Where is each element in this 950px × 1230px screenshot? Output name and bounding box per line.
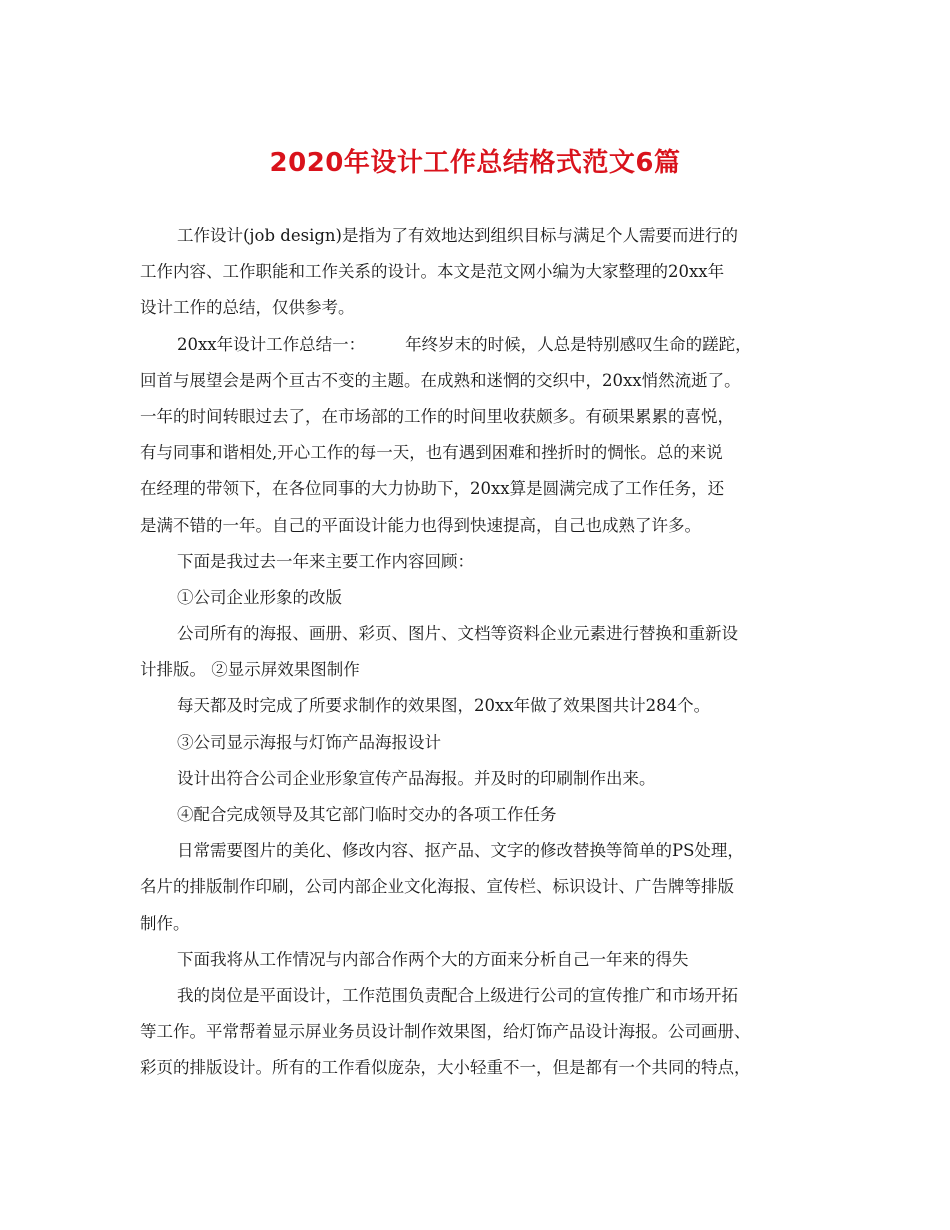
document-body [140,218,818,1087]
paragraph-line: 回首与展望会是两个亘古不变的主题。在成熟和迷惘的交织中，20xx悄然流逝了。 [140,370,741,390]
list-item-heading: ④配合完成领导及其它部门临时交办的各项工作任务 [177,805,557,824]
paragraph-line: 工作内容、工作职能和工作关系的设计。本文是范文网小编为大家整理的20xx年 [140,262,725,282]
paragraph-line: 名片的排版制作印刷，公司内部企业文化海报、宣传栏、标识设计、广告牌等排版 [140,877,734,897]
paragraph-line: 我的岗位是平面设计，工作范围负责配合上级进行公司的宣传推广和市场开拓 [177,985,738,1005]
paragraph-line: 计排版。 ②显示屏效果图制作 [140,660,360,680]
section-heading-line [140,327,818,363]
paragraph-line: 每天都及时完成了所要求制作的效果图，20xx年做了效果图共计284个。 [177,696,711,716]
paragraph-line: 有与同事和谐相处,开心工作的每一天，也有遇到困难和挫折时的惆怅。总的来说 [140,443,723,463]
paragraph-line: 公司所有的海报、画册、彩页、图片、文档等资料企业元素进行替换和重新设 [177,624,738,644]
paragraph-line: 下面我将从工作情况与内部合作两个大的方面来分析自己一年来的得失 [177,949,689,969]
section-heading: 20xx年设计工作总结一： [177,334,366,354]
paragraph-line: 下面是我过去一年来主要工作内容回顾： [177,551,474,571]
paragraph-line: 在经理的带领下，在各位同事的大力协助下，20xx算是圆满完成了工作任务，还 [140,479,725,499]
paragraph-line: 日常需要图片的美化、修改内容、抠产品、文字的修改替换等简单的PS处理， [177,841,744,861]
paragraph-line: 彩页的排版设计。所有的工作看似庞杂，大小轻重不一，但是都有一个共同的特点， [140,1058,751,1078]
paragraph-line: 设计出符合公司企业形象宣传产品海报。并及时的印刷制作出来。 [177,768,656,788]
paragraph-line: 设计工作的总结，仅供参考。 [140,298,355,318]
paragraph-line: 是满不错的一年。自己的平面设计能力也得到快速提高，自己也成熟了许多。 [140,515,701,535]
list-item-heading: ①公司企业形象的改版 [177,587,342,607]
paragraph-line: 工作设计(job design)是指为了有效地达到组织目标与满足个人需要而进行的 [177,226,738,245]
paragraph-line: 一年的时间转眼过去了，在市场部的工作的时间里收获颇多。有硕果累累的喜悦， [140,406,734,426]
paragraph-line: 等工作。平常帮着显示屏业务员设计制作效果图，给灯饰产品设计海报。公司画册、 [140,1022,751,1042]
list-item-heading: ③公司显示海报与灯饰产品海报设计 [177,732,441,752]
paragraph-line: 制作。 [140,913,190,933]
paragraph-text: 年终岁末的时候，人总是特别感叹生命的蹉跎， [405,334,752,354]
document-title: 2020年设计工作总结格式范文6篇 [269,148,681,178]
